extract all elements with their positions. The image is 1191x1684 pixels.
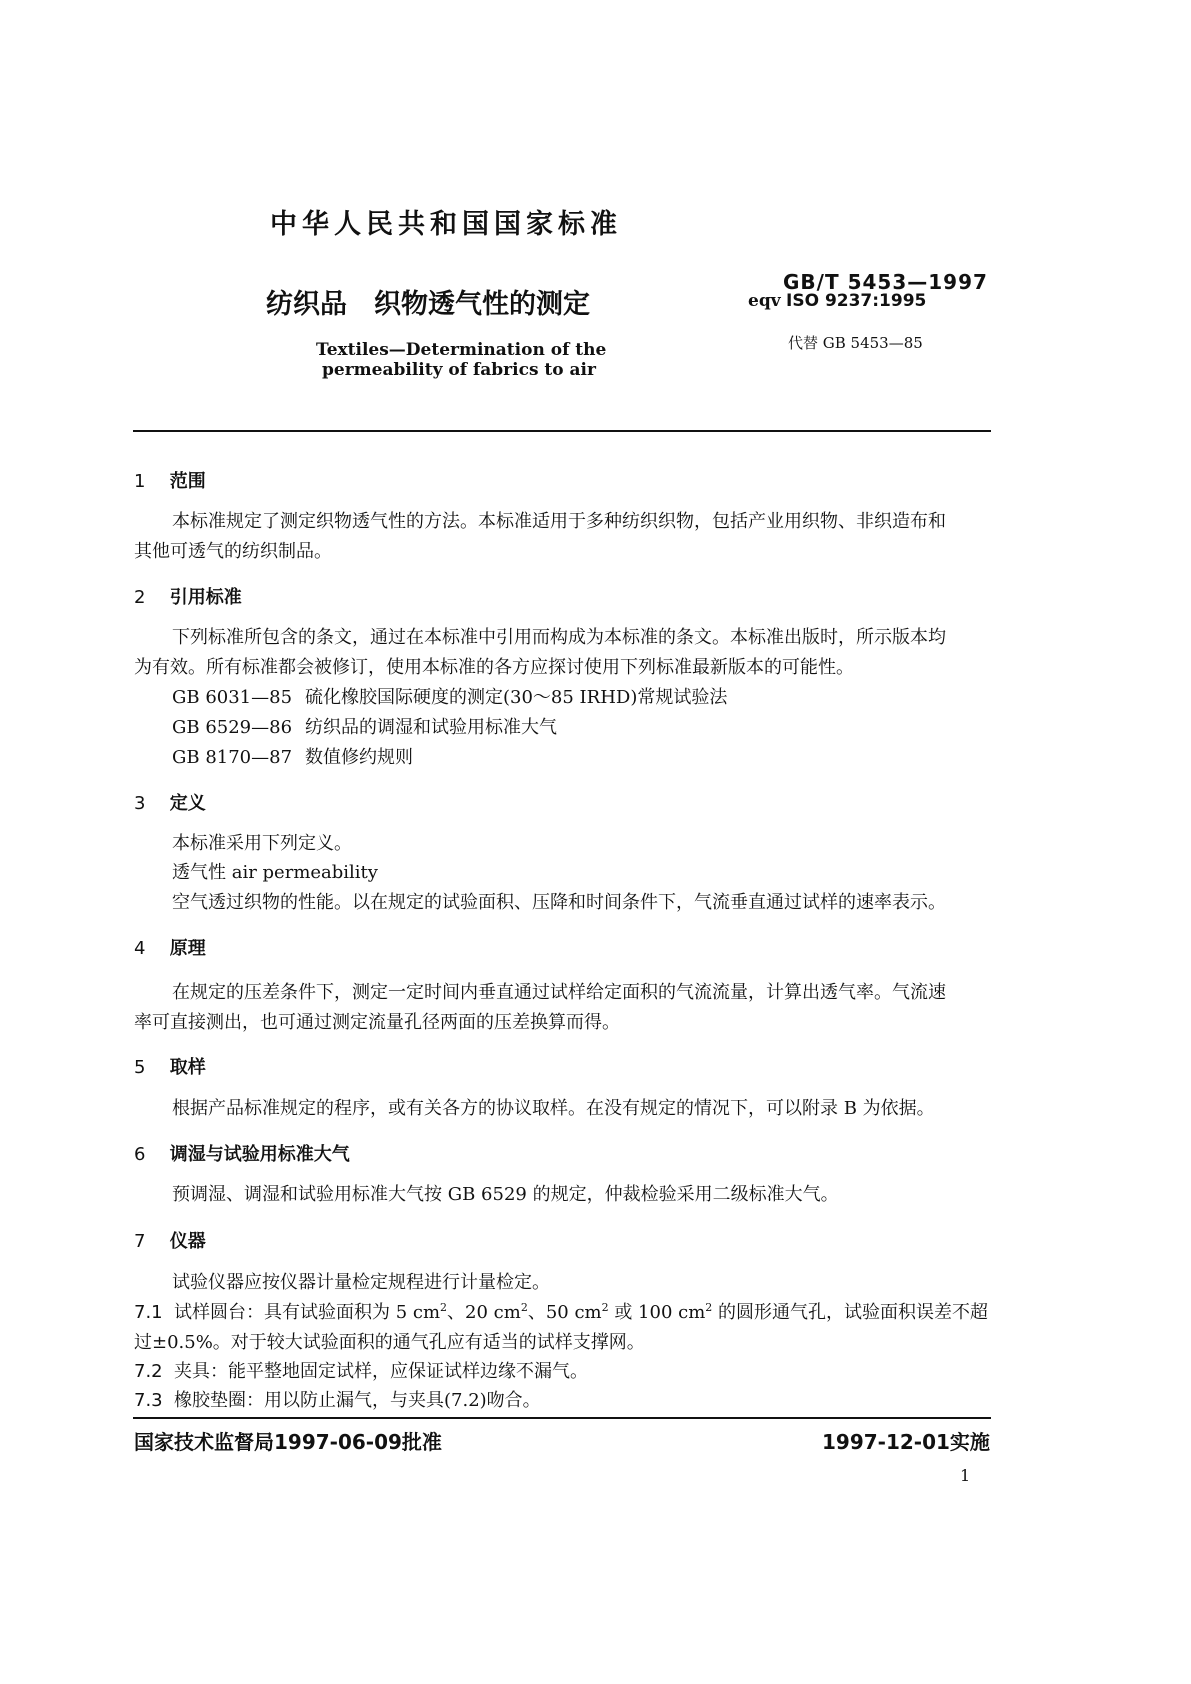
clause-7-1-line2: 过±0.5%。对于较大试验面积的通气孔应有适当的试样支撑网。 [134, 1332, 645, 1353]
section-2-heading [134, 583, 242, 609]
header-rule [133, 430, 991, 432]
equivalence-line [748, 291, 926, 311]
superscript-2: 2 [601, 1301, 609, 1314]
clause-7-2-text: 夹具：能平整地固定试样，应保证试样边缘不漏气。 [174, 1361, 588, 1382]
page-number: 1 [960, 1466, 971, 1485]
clause-7-1-text-d: 或 100 cm [608, 1302, 706, 1323]
reference-row [172, 713, 557, 743]
section-5-title: 取样 [169, 1057, 206, 1078]
section-1-paragraph-line1: 本标准规定了测定织物透气性的方法。本标准适用于多种纺织织物，包括产业用织物、非织造布和 [172, 511, 946, 532]
section-7-heading [134, 1227, 206, 1253]
clause-7-1-text-c: 、50 cm [527, 1302, 602, 1323]
section-6-paragraph: 预调湿、调湿和试验用标准大气按 GB 6529 的规定，仲裁检验采用二级标准大气。 [172, 1184, 839, 1205]
section-3-definition: 空气透过织物的性能。以在规定的试验面积、压降和时间条件下，气流垂直通过试样的速率表示。 [172, 892, 946, 913]
clause-7-3-number: 7.3 [134, 1390, 163, 1411]
clause-7-1-number: 7.1 [134, 1302, 163, 1323]
section-4-heading [134, 934, 206, 960]
reference-row [172, 743, 413, 773]
standard-code: GB/T 5453—1997 [783, 270, 988, 294]
section-7-paragraph: 试验仪器应按仪器计量检定规程进行计量检定。 [172, 1272, 550, 1293]
section-3-number: 3 [134, 793, 146, 814]
superscript-2: 2 [705, 1301, 713, 1314]
section-6-heading [134, 1140, 350, 1166]
section-7-title: 仪器 [169, 1231, 206, 1252]
clause-7-2 [134, 1357, 588, 1387]
section-5-heading [134, 1053, 206, 1079]
equivalence-prefix: eqv [748, 291, 781, 311]
section-7-number: 7 [134, 1231, 146, 1252]
section-3-paragraph: 本标准采用下列定义。 [172, 833, 352, 854]
section-2-number: 2 [134, 587, 146, 608]
document-title-cn: 纺织品 织物透气性的测定 [266, 289, 590, 320]
national-standard-title: 中华人民共和国国家标准 [270, 209, 622, 240]
clause-7-3-text: 橡胶垫圈：用以防止漏气，与夹具(7.2)吻合。 [174, 1390, 541, 1411]
reference-row [172, 683, 727, 713]
clause-7-1-text-e: 的圆形通气孔，试验面积误差不超 [712, 1302, 989, 1323]
clause-7-1-text-a: 试样圆台：具有试验面积为 5 cm [174, 1302, 441, 1323]
section-4-paragraph-line1: 在规定的压差条件下，测定一定时间内垂直通过试样给定面积的气流流量，计算出透气率。气流速 [172, 982, 946, 1003]
document-title-en-line2: permeability of fabrics to air [322, 360, 596, 380]
clause-7-2-number: 7.2 [134, 1361, 163, 1382]
document-title-en-line1: Textiles—Determination of the [316, 340, 607, 360]
reference-code: GB 6031—85 [172, 687, 293, 708]
reference-code: GB 8170—87 [172, 747, 293, 768]
reference-code: GB 6529—86 [172, 717, 293, 738]
section-1-paragraph-line2: 其他可透气的纺织制品。 [134, 541, 332, 562]
section-1-title: 范围 [169, 471, 206, 492]
clause-7-1-line1 [134, 1298, 988, 1328]
superscript-2: 2 [440, 1301, 448, 1314]
replaces-standard: 代替 GB 5453—85 [788, 334, 923, 352]
superscript-2: 2 [520, 1301, 528, 1314]
section-6-title: 调湿与试验用标准大气 [169, 1144, 350, 1165]
reference-name: 纺织品的调湿和试验用标准大气 [305, 717, 557, 738]
section-4-number: 4 [134, 938, 146, 959]
section-2-paragraph-line1: 下列标准所包含的条文，通过在本标准中引用而构成为本标准的条文。本标准出版时，所示版本均 [172, 627, 946, 648]
approval-line: 国家技术监督局1997-06-09批准 [134, 1430, 442, 1454]
section-3-heading [134, 789, 206, 815]
section-4-paragraph-line2: 率可直接测出，也可通过测定流量孔径两面的压差换算而得。 [134, 1012, 620, 1033]
section-1-number: 1 [134, 471, 146, 492]
effective-date: 1997-12-01实施 [822, 1430, 990, 1454]
clause-7-3 [134, 1386, 541, 1416]
section-2-title: 引用标准 [169, 587, 242, 608]
clause-7-1-text-b: 、20 cm [447, 1302, 521, 1323]
section-3-title: 定义 [169, 793, 206, 814]
footer-rule [133, 1417, 991, 1419]
section-2-paragraph-line2: 为有效。所有标准都会被修订，使用本标准的各方应探讨使用下列标准最新版本的可能性。 [134, 657, 854, 678]
section-5-paragraph: 根据产品标准规定的程序，或有关各方的协议取样。在没有规定的情况下，可以附录 B 为依据。 [172, 1098, 935, 1119]
section-4-title: 原理 [169, 938, 206, 959]
reference-name: 硫化橡胶国际硬度的测定(30～85 IRHD)常规试验法 [305, 687, 728, 708]
section-3-term: 透气性 air permeability [172, 862, 378, 883]
section-5-number: 5 [134, 1057, 146, 1078]
section-6-number: 6 [134, 1144, 146, 1165]
reference-name: 数值修约规则 [305, 747, 413, 768]
equivalence-code: ISO 9237:1995 [786, 291, 927, 311]
section-1-heading [134, 467, 206, 493]
